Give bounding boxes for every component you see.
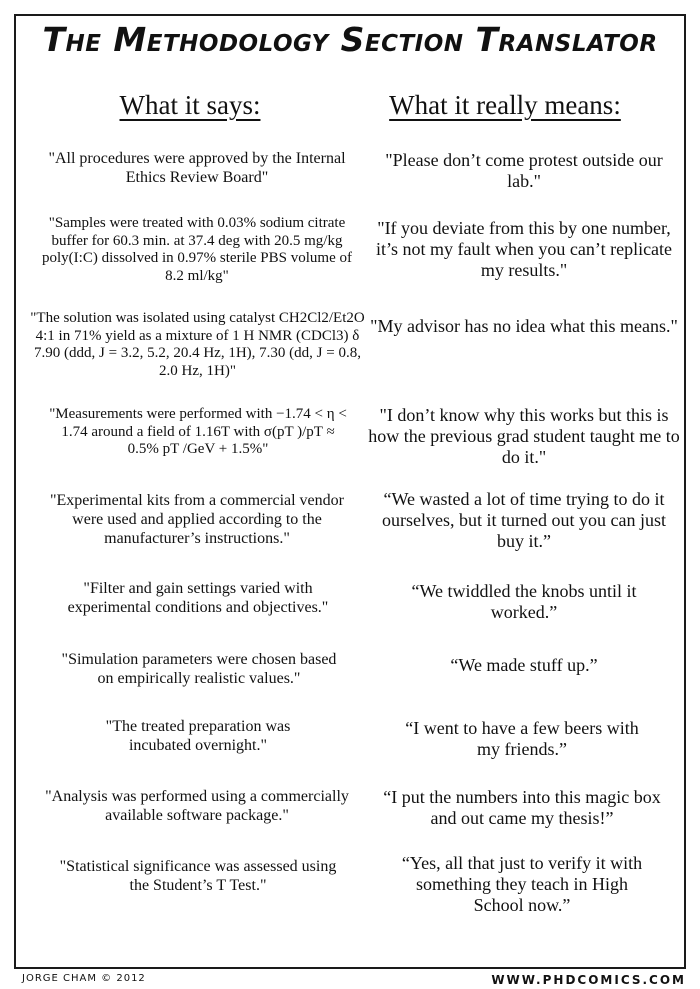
means-text: “I put the numbers into this magic box and out came my thesis!” xyxy=(383,787,661,829)
says-text: "All procedures were approved by the Internal Ethics Review Board" xyxy=(48,150,346,186)
says-text: "Simulation parameters were chosen based on empirically realistic values." xyxy=(61,651,337,687)
column-header-says: What it says: xyxy=(119,90,261,120)
author-credit: JORGE CHAM © 2012 xyxy=(22,973,146,984)
means-text: “We twiddled the knobs until it worked.” xyxy=(411,581,637,623)
says-text: "Samples were treated with 0.03% sodium citrate buffer for 60.3 min. at 37.4 deg with 20.5 mg/kg poly(I:C) dissolved in 0.97% sterile PBS volume of 8.2 ml/kg" xyxy=(42,215,352,285)
says-text: "The solution was isolated using catalyst CH2Cl2/Et2O 4:1 in 71% yield as a mixture of 1 H NMR (CDCl3) δ 7.90 (ddd, J = 3.2, 5.2, 20.4 Hz, 1H), 7.30 (dd, J = 0.8, 2.0 Hz, 1H)" xyxy=(30,310,365,380)
says-text: "Analysis was performed using a commercially available software package." xyxy=(45,788,349,824)
means-text: “We made stuff up.” xyxy=(450,655,598,675)
means-text: "Please don’t come protest outside our lab." xyxy=(385,150,663,192)
means-text: “I went to have a few beers with my friends.” xyxy=(405,718,639,760)
means-text: "My advisor has no idea what this means." xyxy=(370,316,678,336)
means-text: “Yes, all that just to verify it with something they teach in High School now.” xyxy=(401,853,643,916)
column-header-means: What it really means: xyxy=(389,90,621,120)
says-text: "Experimental kits from a commercial vendor were used and applied according to the manufacturer’s instructions." xyxy=(50,492,344,547)
means-text: “We wasted a lot of time trying to do it ourselves, but it turned out you can just buy it.” xyxy=(382,489,666,552)
site-url: WWW.PHDCOMICS.COM xyxy=(491,973,686,987)
says-text: "Filter and gain settings varied with experimental conditions and objectives." xyxy=(67,580,329,616)
means-text: "I don’t know why this works but this is how the previous grad student taught me to do it." xyxy=(368,405,680,468)
says-text: "Statistical significance was assessed using the Student’s T Test." xyxy=(59,858,337,894)
says-text: "Measurements were performed with −1.74 < η < 1.74 around a field of 1.16T with σ(pT )/pT ≈ 0.5% pT /GeV + 1.5%" xyxy=(49,406,347,458)
comic-title: The Methodology Section Translator xyxy=(42,20,658,59)
says-text: "The treated preparation was incubated overnight." xyxy=(105,718,291,754)
means-text: "If you deviate from this by one number, it’s not my fault when you can’t replicate my results." xyxy=(375,218,673,281)
